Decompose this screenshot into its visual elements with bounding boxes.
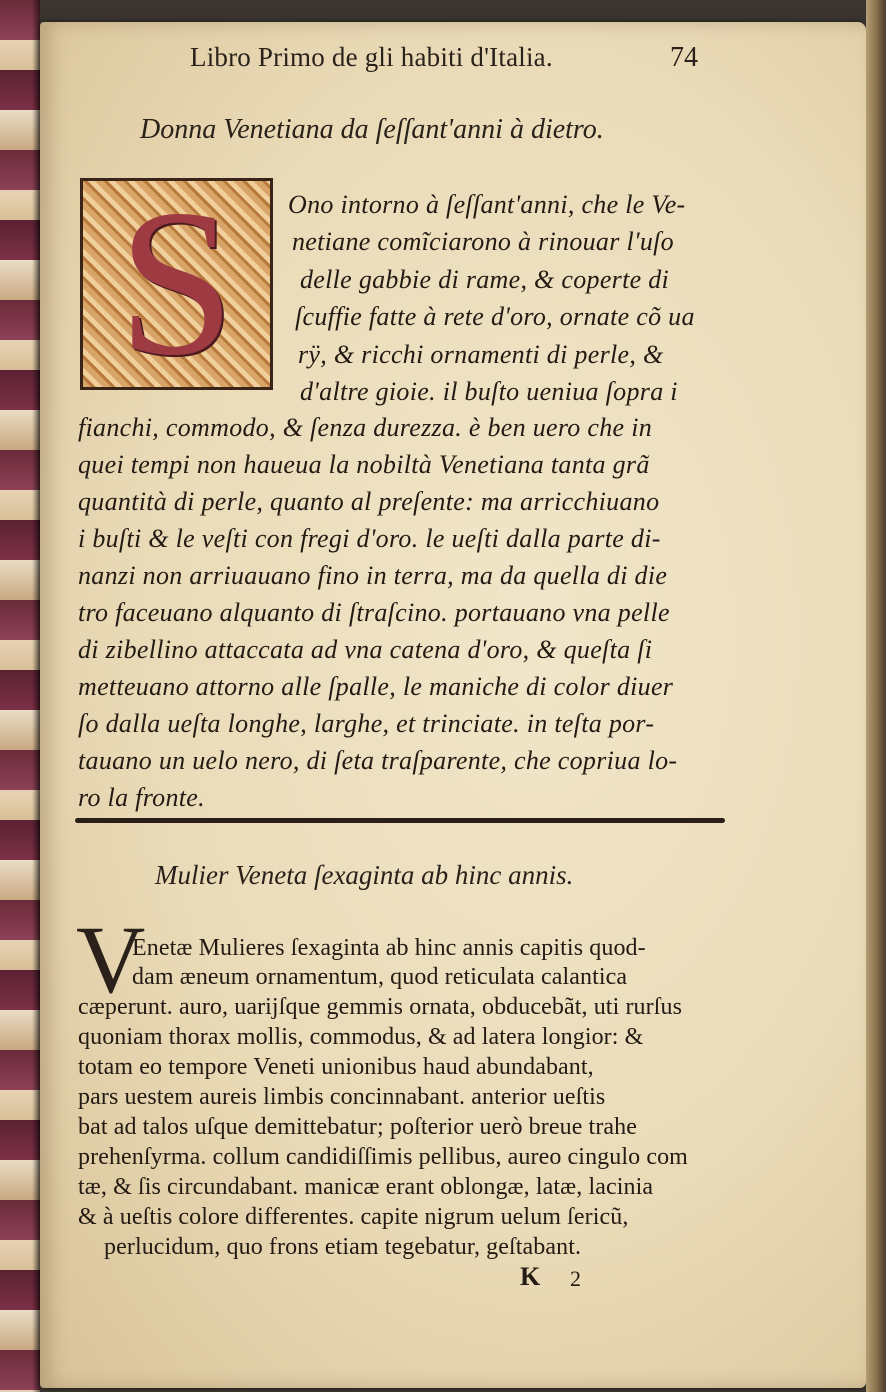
italian-line: d'altre gioie. il buſto ueniua ſopra i xyxy=(300,377,678,406)
latin-line: dam æneum ornamentum, quod reticulata calantica xyxy=(132,964,628,990)
decorated-initial xyxy=(80,178,273,390)
italian-line: metteuano attorno alle ſpalle, le maniche di color diuer xyxy=(78,672,674,701)
latin-line: Enetæ Mulieres ſexaginta ab hinc annis capitis quod- xyxy=(132,935,646,961)
italian-line: quantità di perle, quanto al preſente: ma arricchiuano xyxy=(78,487,660,516)
italian-line: Ono intorno à ſeſſant'anni, che le Ve- xyxy=(288,190,686,219)
italian-section-title: Donna Venetiana da ſeſſant'anni à dietro. xyxy=(140,114,604,145)
italian-line: quei tempi non haueua la nobiltà Venetiana tanta grã xyxy=(78,450,650,479)
italian-line: tauano un uelo nero, di ſeta traſparente, che copriua lo- xyxy=(78,746,678,775)
page-fore-edge xyxy=(866,0,886,1392)
section-divider xyxy=(75,818,725,823)
italian-line: ſo dalla ueſta longhe, larghe, et trinciate. in teſta por- xyxy=(78,709,655,738)
italian-line: ro la fronte. xyxy=(78,783,205,812)
latin-line: tæ, & ſis circundabant. manicæ erant oblongæ, latæ, lacinia xyxy=(78,1174,654,1200)
initial-letter: S xyxy=(118,178,235,390)
italian-line: di zibellino attaccata ad vna catena d'oro, & queſta ſi xyxy=(78,635,653,664)
running-title: Libro Primo de gli habiti d'Italia. xyxy=(190,42,553,72)
latin-line: perlucidum, quo frons etiam tegebatur, geſtabant. xyxy=(104,1234,582,1260)
italian-line: fianchi, commodo, & ſenza durezza. è ben uero che in xyxy=(78,413,653,442)
latin-line: quoniam thorax mollis, commodus, & ad latera longior: & xyxy=(78,1024,644,1050)
italian-line: delle gabbie di rame, & coperte di xyxy=(300,265,670,294)
signature-number: 2 xyxy=(570,1266,581,1291)
latin-initial: V xyxy=(76,906,146,1013)
latin-line: cæperunt. auro, uarijſque gemmis ornata, obducebãt, uti rurſus xyxy=(78,994,683,1020)
latin-line: prehenſyrma. collum candidiſſimis pellibus, aureo cingulo com xyxy=(78,1144,688,1170)
page-number: 74 xyxy=(670,42,698,73)
italian-line: ſcuffie fatte à rete d'oro, ornate cõ ua xyxy=(295,302,695,331)
latin-line: & à ueſtis colore differentes. capite nigrum uelum ſericũ, xyxy=(78,1204,629,1230)
facing-page-edge xyxy=(0,0,40,1392)
italian-line: i buſti & le veſti con fregi d'oro. le ueſti dalla parte di- xyxy=(78,524,661,553)
latin-line: totam eo tempore Veneti unionibus haud abundabant, xyxy=(78,1054,594,1080)
latin-section-title: Mulier Veneta ſexaginta ab hinc annis. xyxy=(155,860,574,890)
italian-line: nanzi non arriuauano fino in terra, ma da quella di die xyxy=(78,561,668,590)
page-header xyxy=(190,42,750,82)
italian-line: netiane comĩciarono à rinouar l'uſo xyxy=(292,227,674,256)
latin-line: bat ad talos uſque demittebatur; poſterior uerò breue trahe xyxy=(78,1114,638,1140)
italian-line: rÿ, & ricchi ornamenti di perle, & xyxy=(298,340,664,369)
italian-line: tro faceuano alquanto di ſtraſcino. portauano vna pelle xyxy=(78,598,670,627)
signature-mark: K xyxy=(520,1262,541,1291)
latin-line: pars uestem aureis limbis concinnabant. anterior ueſtis xyxy=(78,1084,606,1110)
